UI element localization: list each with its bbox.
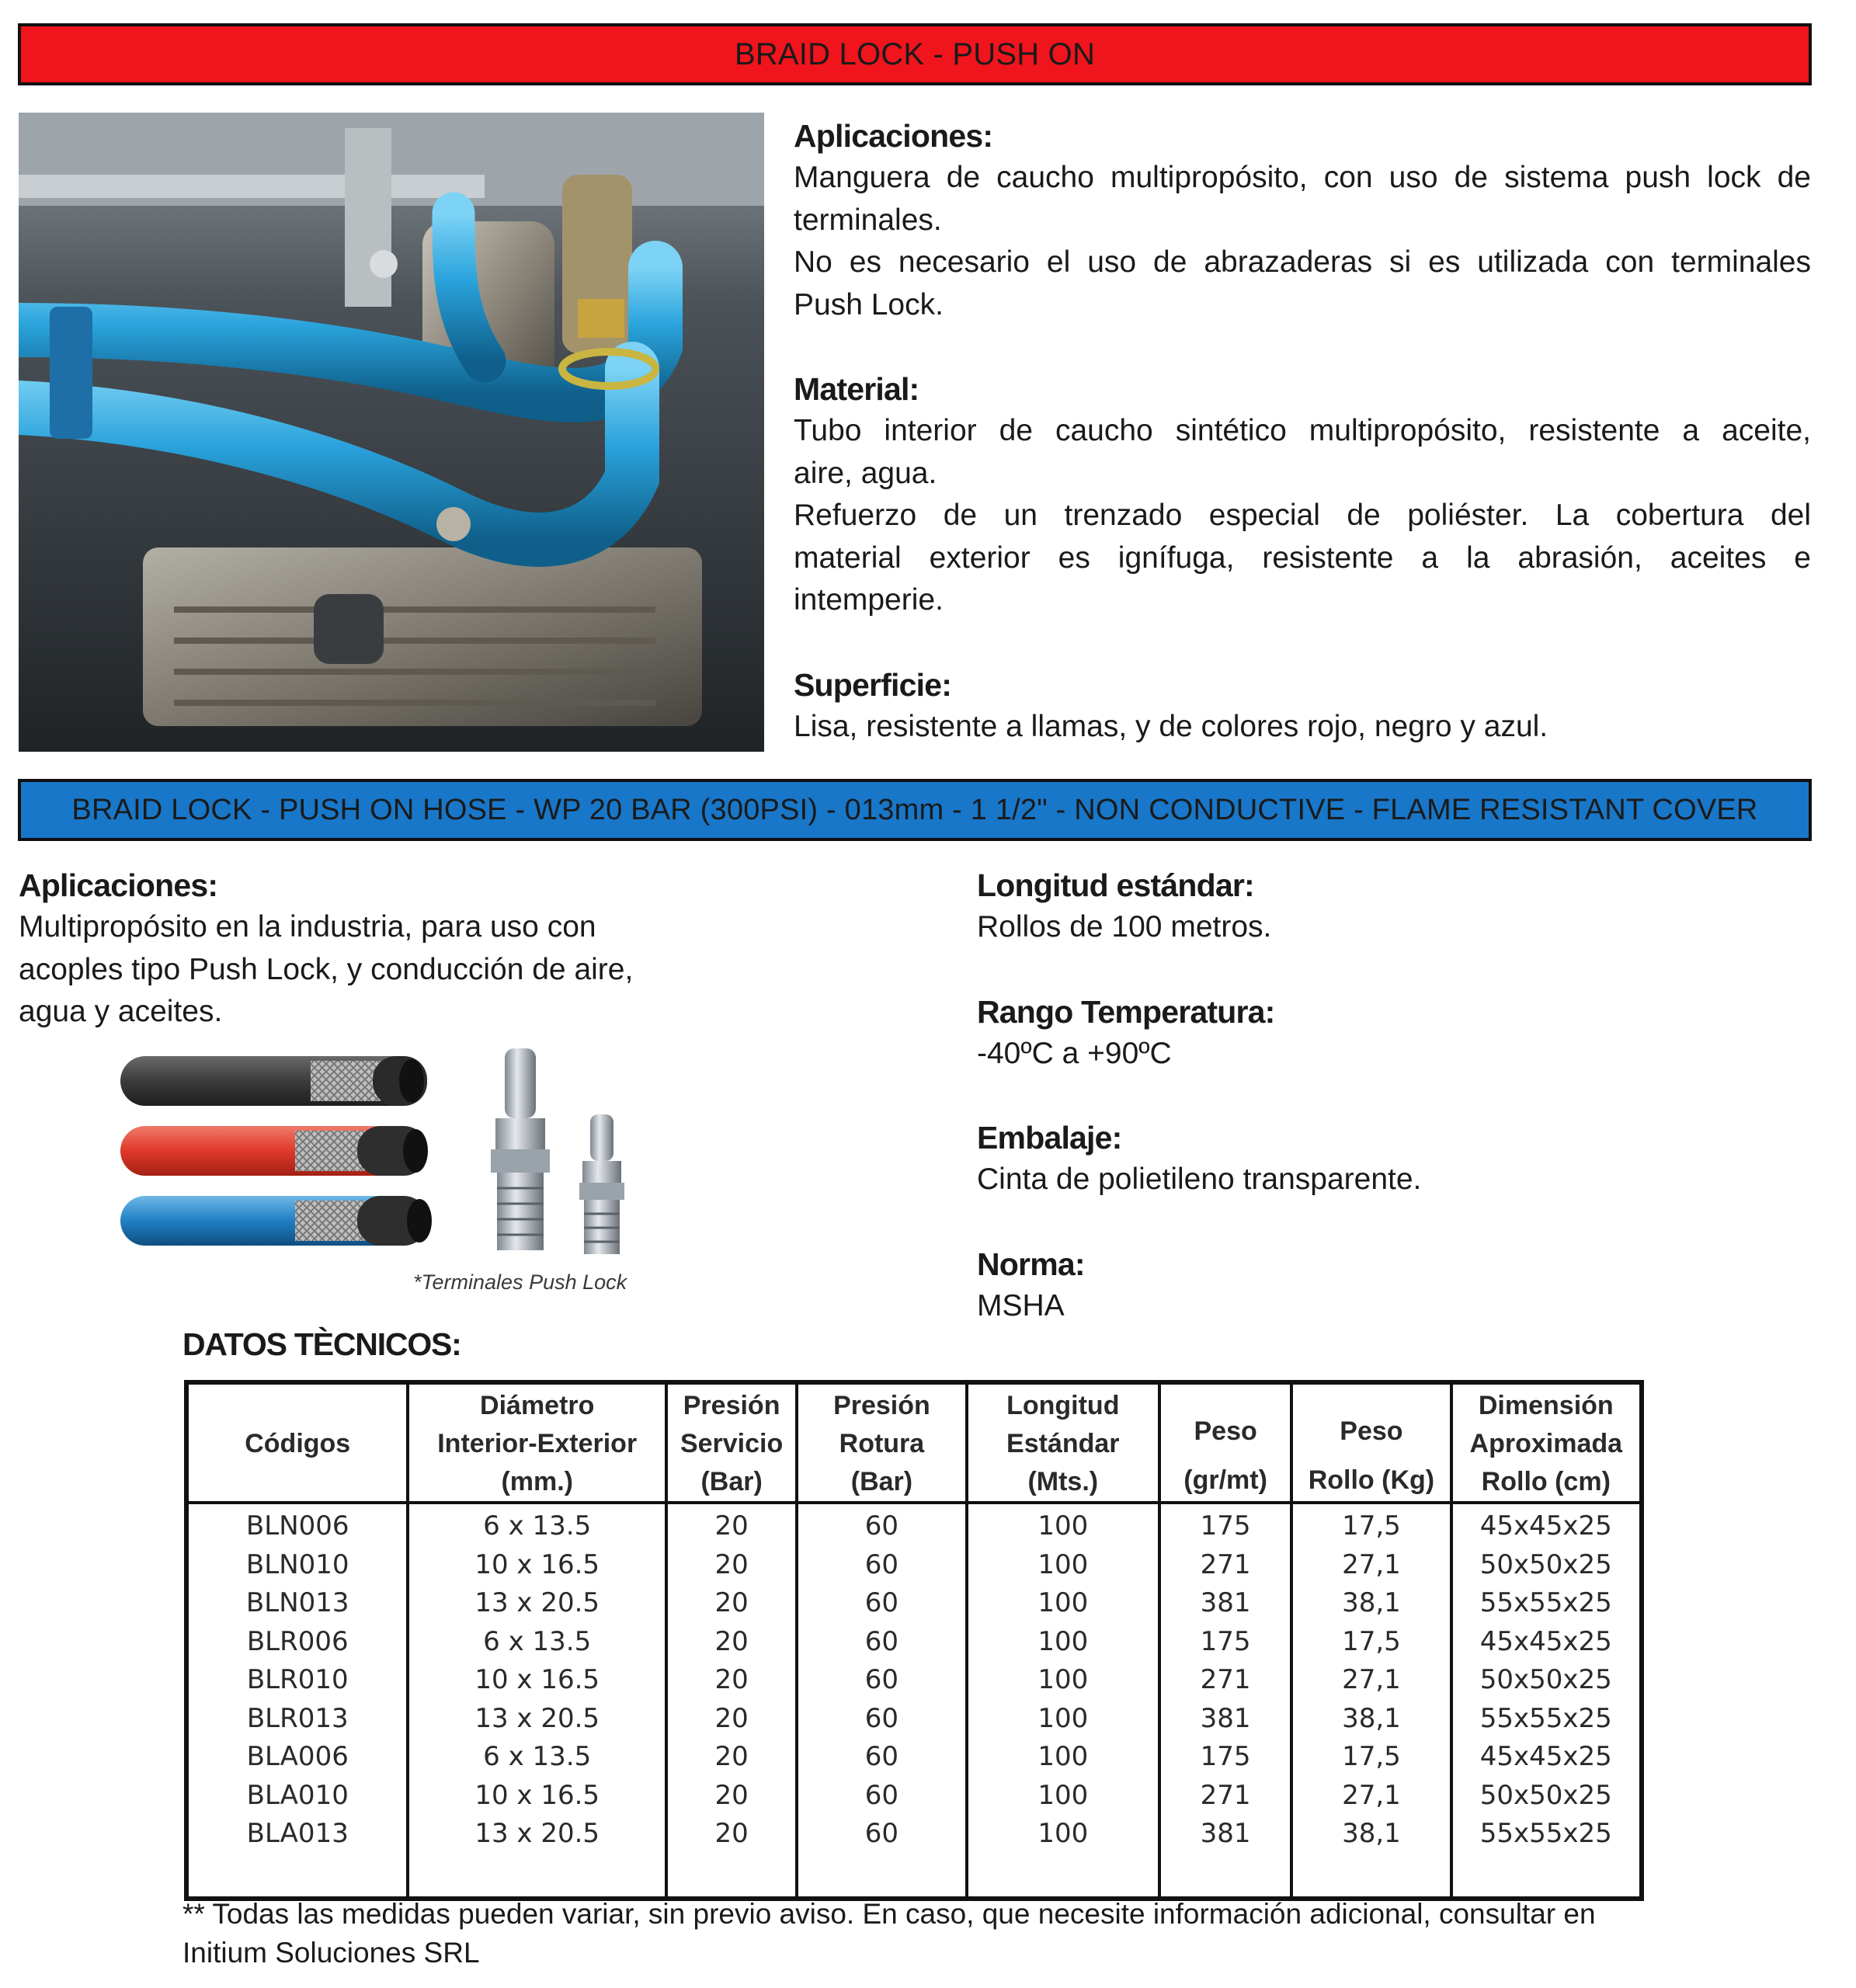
column-header <box>666 1382 797 1503</box>
table-cell: 100 <box>967 1777 1159 1816</box>
right-specs <box>977 864 1753 1369</box>
table-cell: BLR013 <box>186 1700 408 1739</box>
table-cell: 27,1 <box>1291 1661 1451 1700</box>
norma-heading: Norma: <box>977 1246 1085 1282</box>
text-line: Manguera de caucho multipropósito, con uso de sistema push lock de <box>794 161 1811 194</box>
column-header-line: (Bar) <box>700 1466 763 1496</box>
table-cell: 381 <box>1159 1815 1291 1854</box>
table-filler-cell <box>186 1854 408 1899</box>
table-cell: BLR010 <box>186 1661 408 1700</box>
table-cell: 17,5 <box>1291 1738 1451 1777</box>
table-row <box>186 1700 1642 1739</box>
table-cell: 20 <box>666 1623 797 1662</box>
table-cell: 50x50x25 <box>1451 1661 1642 1700</box>
table-cell: 60 <box>797 1661 966 1700</box>
aplicaciones-section <box>794 115 1811 326</box>
text-line: material exterior es ignífuga, resistente a la abrasión, aceites e <box>794 540 1811 575</box>
table-cell: 100 <box>967 1546 1159 1585</box>
column-header-line: Peso <box>1194 1416 1257 1446</box>
left-aplicaciones-heading: Aplicaciones: <box>19 867 218 903</box>
column-header <box>1159 1382 1291 1503</box>
material-text <box>794 410 1811 622</box>
table-filler-cell <box>1159 1854 1291 1899</box>
red-hose <box>120 1126 428 1176</box>
table-cell: 175 <box>1159 1738 1291 1777</box>
table-cell: 20 <box>666 1661 797 1700</box>
column-header <box>967 1382 1159 1503</box>
rango-heading: Rango Temperatura: <box>977 993 1275 1030</box>
left-aplicaciones-text <box>19 906 718 1034</box>
column-header <box>1291 1382 1451 1503</box>
superficie-section <box>794 664 1811 749</box>
norma-section <box>977 1243 1753 1328</box>
product-banner-text: BRAID LOCK - PUSH ON HOSE - WP 20 BAR (300PSI) - 013mm - 1 1/2" - NON CONDUCTIVE - FLAME RESISTANT COVER <box>71 793 1758 826</box>
aplicaciones-heading: Aplicaciones: <box>794 118 993 154</box>
table-filler-cell <box>1451 1854 1642 1899</box>
column-header-line: Longitud <box>1006 1390 1120 1420</box>
table-filler-cell <box>1291 1854 1451 1899</box>
column-header-line: Estándar <box>1006 1428 1120 1458</box>
column-header-line: Aproximada <box>1469 1428 1623 1458</box>
large-fitting <box>491 1048 550 1250</box>
norma-text: MSHA <box>977 1288 1065 1322</box>
table-cell: 60 <box>797 1546 966 1585</box>
datos-tecnicos-title: DATOS TÈCNICOS: <box>182 1326 461 1362</box>
superficie-heading: Superficie: <box>794 666 952 703</box>
column-header-line: Diámetro <box>480 1390 595 1420</box>
table-cell: BLN010 <box>186 1546 408 1585</box>
table-cell: 20 <box>666 1815 797 1854</box>
column-header-line: Presión <box>683 1390 780 1420</box>
column-header-line: Dimensión <box>1478 1390 1614 1420</box>
text-line: agua y aceites. <box>19 995 223 1028</box>
specs-table <box>184 1380 1644 1901</box>
table-cell: 38,1 <box>1291 1815 1451 1854</box>
column-header-line: Códigos <box>245 1428 351 1458</box>
table-cell: 17,5 <box>1291 1503 1451 1546</box>
left-aplicaciones <box>19 864 718 1034</box>
column-header-line: Servicio <box>679 1428 784 1458</box>
text-line: Refuerzo de un trenzado especial de poliéster. La cobertura del <box>794 499 1811 532</box>
table-cell: 6 x 13.5 <box>408 1623 666 1662</box>
table-cell: 60 <box>797 1700 966 1739</box>
table-cell: 55x55x25 <box>1451 1584 1642 1623</box>
rango-section <box>977 991 1753 1076</box>
table-cell: BLA010 <box>186 1777 408 1816</box>
text-line: Tubo interior de caucho sintético multipropósito, resistente a aceite, <box>794 414 1811 447</box>
table-cell: BLA013 <box>186 1815 408 1854</box>
table-cell: 6 x 13.5 <box>408 1738 666 1777</box>
table-cell: 100 <box>967 1661 1159 1700</box>
specs-table-body <box>186 1503 1642 1899</box>
rango-text: -40ºC a +90ºC <box>977 1036 1172 1070</box>
table-filler-cell <box>408 1854 666 1899</box>
table-row <box>186 1815 1642 1854</box>
text-line: Multipropósito en la industria, para uso con <box>19 910 596 944</box>
table-cell: 10 x 16.5 <box>408 1546 666 1585</box>
table-cell: 271 <box>1159 1777 1291 1816</box>
text-line: Push Lock. <box>794 287 944 321</box>
table-cell: 50x50x25 <box>1451 1777 1642 1816</box>
column-header <box>1451 1382 1642 1503</box>
material-heading: Material: <box>794 371 919 407</box>
column-header-line: (mm.) <box>501 1466 573 1496</box>
column-header-line: Rotura <box>839 1428 925 1458</box>
table-row <box>186 1503 1642 1546</box>
table-row <box>186 1738 1642 1777</box>
text-line: intemperie. <box>794 583 944 617</box>
black-hose <box>120 1056 427 1106</box>
table-cell: BLN013 <box>186 1584 408 1623</box>
text-line: terminales. <box>794 203 942 237</box>
blue-hose <box>120 1196 432 1246</box>
table-cell: 55x55x25 <box>1451 1815 1642 1854</box>
table-row <box>186 1584 1642 1623</box>
table-cell: 100 <box>967 1623 1159 1662</box>
table-cell: 381 <box>1159 1584 1291 1623</box>
table-cell: 100 <box>967 1503 1159 1546</box>
footnote-line: Initium Soluciones SRL <box>182 1937 480 1969</box>
table-cell: 100 <box>967 1584 1159 1623</box>
table-cell: 271 <box>1159 1546 1291 1585</box>
table-cell: 60 <box>797 1503 966 1546</box>
header-row <box>186 1382 1642 1503</box>
table-cell: BLN006 <box>186 1503 408 1546</box>
table-cell: 60 <box>797 1623 966 1662</box>
table-cell: 50x50x25 <box>1451 1546 1642 1585</box>
column-header-line: Rollo (Kg) <box>1308 1465 1435 1495</box>
column-header-line: (Mts.) <box>1027 1466 1099 1496</box>
table-cell: 20 <box>666 1738 797 1777</box>
table-cell: 20 <box>666 1584 797 1623</box>
embalaje-section <box>977 1117 1753 1201</box>
table-cell: 38,1 <box>1291 1700 1451 1739</box>
superficie-text <box>794 706 1811 749</box>
table-cell: BLR006 <box>186 1623 408 1662</box>
table-cell: 55x55x25 <box>1451 1700 1642 1739</box>
table-cell: 60 <box>797 1584 966 1623</box>
table-cell: 13 x 20.5 <box>408 1700 666 1739</box>
table-row <box>186 1623 1642 1662</box>
table-cell: 45x45x25 <box>1451 1503 1642 1546</box>
column-header <box>186 1382 408 1503</box>
title-banner <box>18 23 1812 85</box>
column-header-line: Presión <box>833 1390 930 1420</box>
product-banner <box>18 779 1812 841</box>
table-cell: 20 <box>666 1546 797 1585</box>
specs-table-header <box>186 1382 1642 1503</box>
engine-hose-photo <box>19 113 764 752</box>
table-cell: 45x45x25 <box>1451 1738 1642 1777</box>
longitud-heading: Longitud estándar: <box>977 867 1254 903</box>
table-row <box>186 1546 1642 1585</box>
table-cell: 17,5 <box>1291 1623 1451 1662</box>
table-cell: 175 <box>1159 1623 1291 1662</box>
column-header <box>408 1382 666 1503</box>
table-cell: 13 x 20.5 <box>408 1584 666 1623</box>
column-header-line: Peso <box>1340 1416 1403 1446</box>
table-filler-cell <box>666 1854 797 1899</box>
footnote <box>182 1895 1658 1972</box>
table-cell: 13 x 20.5 <box>408 1815 666 1854</box>
table-cell: 271 <box>1159 1661 1291 1700</box>
embalaje-heading: Embalaje: <box>977 1120 1122 1156</box>
text-line: Lisa, resistente a llamas, y de colores rojo, negro y azul. <box>794 709 1548 743</box>
column-header-line: (Bar) <box>850 1466 913 1496</box>
title-banner-text: BRAID LOCK - PUSH ON <box>734 36 1096 71</box>
table-cell: 6 x 13.5 <box>408 1503 666 1546</box>
aplicaciones-text <box>794 157 1811 326</box>
table-cell: 27,1 <box>1291 1546 1451 1585</box>
column-header-line: Rollo (cm) <box>1481 1466 1611 1496</box>
table-cell: 100 <box>967 1738 1159 1777</box>
table-row <box>186 1661 1642 1700</box>
table-row <box>186 1777 1642 1816</box>
column-header-line: Interior-Exterior <box>437 1428 638 1458</box>
table-cell: 45x45x25 <box>1451 1623 1642 1662</box>
small-fitting <box>579 1114 624 1254</box>
table-cell: 60 <box>797 1777 966 1816</box>
table-cell: BLA006 <box>186 1738 408 1777</box>
table-cell: 100 <box>967 1700 1159 1739</box>
table-cell: 175 <box>1159 1503 1291 1546</box>
table-filler-row <box>186 1854 1642 1899</box>
material-section <box>794 368 1811 622</box>
table-cell: 20 <box>666 1503 797 1546</box>
fittings-caption: *Terminales Push Lock <box>413 1270 627 1294</box>
column-header-line: (gr/mt) <box>1183 1465 1267 1495</box>
table-cell: 381 <box>1159 1700 1291 1739</box>
top-description <box>794 115 1811 790</box>
table-cell: 100 <box>967 1815 1159 1854</box>
longitud-section <box>977 864 1753 949</box>
longitud-text: Rollos de 100 metros. <box>977 910 1272 944</box>
table-cell: 20 <box>666 1777 797 1816</box>
footnote-line: ** Todas las medidas pueden variar, sin previo aviso. En caso, que necesite información adicional, consultar en <box>182 1898 1596 1930</box>
table-cell: 20 <box>666 1700 797 1739</box>
table-cell: 38,1 <box>1291 1584 1451 1623</box>
table-cell: 10 x 16.5 <box>408 1777 666 1816</box>
text-line: No es necesario el uso de abrazaderas si es utilizada con terminales <box>794 245 1811 279</box>
embalaje-text: Cinta de polietileno transparente. <box>977 1163 1422 1196</box>
table-cell: 27,1 <box>1291 1777 1451 1816</box>
text-line: acoples tipo Push Lock, y conducción de aire, <box>19 952 634 986</box>
table-cell: 60 <box>797 1738 966 1777</box>
table-filler-cell <box>967 1854 1159 1899</box>
table-cell: 10 x 16.5 <box>408 1661 666 1700</box>
hose-colors-image <box>116 1048 443 1266</box>
column-header <box>797 1382 966 1503</box>
table-filler-cell <box>797 1854 966 1899</box>
text-line: aire, agua. <box>794 456 937 490</box>
push-lock-fittings-image <box>474 1044 645 1262</box>
table-cell: 60 <box>797 1815 966 1854</box>
